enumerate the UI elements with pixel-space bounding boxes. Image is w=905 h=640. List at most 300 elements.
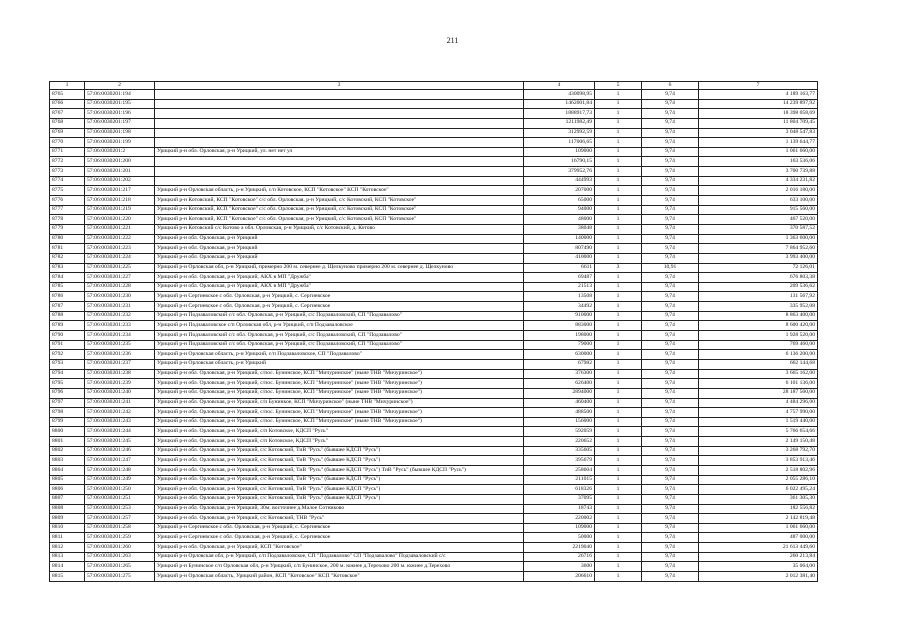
address-cell: Урицкий р-н обл. Орловская, р-н Урицкий, с/пос. Бунинское, КСП "Мичуринское" (ныне ТНВ "Мичуринское") bbox=[155, 379, 524, 389]
cadastral-number-cell: 57:06:0030201:234 bbox=[85, 331, 155, 341]
row-number-cell: 8803 bbox=[50, 456, 85, 466]
row-number-cell: 8778 bbox=[50, 215, 85, 225]
rate-cell: 10,91 bbox=[642, 263, 699, 273]
group-code-cell: 1 bbox=[595, 533, 642, 543]
cadastral-number-cell: 57:06:0030201:250 bbox=[85, 485, 155, 495]
area-cell: 13508 bbox=[524, 292, 595, 302]
address-cell bbox=[155, 157, 524, 167]
cadastral-number-cell: 57:06:0030201:265 bbox=[85, 562, 155, 572]
row-number-cell: 8815 bbox=[50, 572, 85, 582]
table-row bbox=[50, 446, 818, 456]
row-number-cell: 8792 bbox=[50, 350, 85, 360]
group-code-cell: 1 bbox=[595, 359, 642, 369]
cadastral-number-cell: 57:06:0030201:245 bbox=[85, 437, 155, 447]
table-row bbox=[50, 379, 818, 389]
group-code-cell: 1 bbox=[595, 282, 642, 292]
area-cell: 50000 bbox=[524, 533, 595, 543]
row-number-cell: 8783 bbox=[50, 263, 85, 273]
cadastral-number-cell: 57:06:0030201:244 bbox=[85, 427, 155, 437]
area-cell: 312992,59 bbox=[524, 128, 595, 138]
table-row bbox=[50, 504, 818, 514]
cadastral-value-cell: 370 587,52 bbox=[699, 224, 818, 234]
cadastral-value-cell: 72 126,01 bbox=[699, 263, 818, 273]
rate-cell: 9,74 bbox=[642, 369, 699, 379]
cadastral-number-cell: 57:06:0030201:253 bbox=[85, 504, 155, 514]
rate-cell: 9,74 bbox=[642, 244, 699, 254]
address-cell: Урицкий р-н обл. Орловская, р-н Урицкий, с/с Котовский, ТиВ "Русь" (бывшее КДСП "Русь") bbox=[155, 475, 524, 485]
row-number-cell: 8795 bbox=[50, 379, 85, 389]
row-number-cell: 8777 bbox=[50, 205, 85, 215]
area-cell: 395679 bbox=[524, 456, 595, 466]
table-row bbox=[50, 311, 818, 321]
address-cell: Урицкий р-н обл. Орловская, р-н Урицкий, АКХ в МП "Дружба" bbox=[155, 273, 524, 283]
group-code-cell: 1 bbox=[595, 369, 642, 379]
area-cell: 117006,65 bbox=[524, 138, 595, 148]
rate-cell: 9,74 bbox=[642, 494, 699, 504]
cadastral-value-cell: 1 061 660,00 bbox=[699, 523, 818, 533]
area-cell: 48000 bbox=[524, 215, 595, 225]
address-cell: Урицкий р-н обл. Орловская, р-н Урицкий bbox=[155, 253, 524, 263]
group-code-cell: 1 bbox=[595, 417, 642, 427]
area-cell: 335605 bbox=[524, 446, 595, 456]
cadastral-number-cell: 57:06:0030201:227 bbox=[85, 273, 155, 283]
cadastral-value-cell: 4 334 231,82 bbox=[699, 176, 818, 186]
cadastral-number-cell: 57:06:0030201:260 bbox=[85, 543, 155, 553]
cadastral-number-cell: 57:06:0030201:235 bbox=[85, 340, 155, 350]
table-row bbox=[50, 369, 818, 379]
table-row bbox=[50, 552, 818, 562]
rate-cell: 9,74 bbox=[642, 90, 699, 100]
table-row bbox=[50, 514, 818, 524]
table-row bbox=[50, 167, 818, 177]
row-number-cell: 8779 bbox=[50, 224, 85, 234]
row-number-cell: 8793 bbox=[50, 359, 85, 369]
address-cell: Урицкий р-н обл. Орловская, р-н Урицкий, с/пос. Бунинское, КСП "Мичуринское" (ныне ТНВ "Мичуринское") bbox=[155, 417, 524, 427]
cadastral-value-cell: 5 766 654,66 bbox=[699, 427, 818, 437]
rate-cell: 9,74 bbox=[642, 340, 699, 350]
address-cell: Урицкий р-н обл. Орловская, р-н Урицкий bbox=[155, 234, 524, 244]
table-row bbox=[50, 465, 818, 475]
area-cell: 592059 bbox=[524, 427, 595, 437]
cadastral-value-cell: 14 239 897,92 bbox=[699, 99, 818, 109]
area-cell: 258604 bbox=[524, 465, 595, 475]
cadastral-number-cell: 57:06:0030201:222 bbox=[85, 234, 155, 244]
cadastral-number-cell: 57:06:0030201:246 bbox=[85, 446, 155, 456]
cadastral-value-cell: 6 101 136,00 bbox=[699, 379, 818, 389]
cadastral-number-cell: 57:06:0030201:233 bbox=[85, 321, 155, 331]
table-row bbox=[50, 398, 818, 408]
page-number: 211 bbox=[446, 36, 459, 45]
area-cell: 65000 bbox=[524, 196, 595, 206]
address-cell: Урицкий р-н Сергиевское с обл. Орловская, р-н Урицкий, с. Сергиевское bbox=[155, 523, 524, 533]
address-cell: Урицкий р-н Сергиевское с обл. Орловская, р-н Урицкий, с. Сергиевское bbox=[155, 302, 524, 312]
row-number-cell: 8769 bbox=[50, 128, 85, 138]
cadastral-value-cell: 163 536,06 bbox=[699, 157, 818, 167]
cadastral-value-cell: 1 061 660,00 bbox=[699, 147, 818, 157]
row-number-cell: 8774 bbox=[50, 176, 85, 186]
rate-cell: 9,74 bbox=[642, 109, 699, 119]
cadastral-number-cell: 57:06:0030201:219 bbox=[85, 205, 155, 215]
cadastral-value-cell: 2 016 180,00 bbox=[699, 186, 818, 196]
group-code-cell: 1 bbox=[595, 118, 642, 128]
address-cell: Урицкий р-н обл. Орловская, р-н Урицкий, с/с Котовский, ТНВ "Русь" bbox=[155, 514, 524, 524]
rate-cell: 9,74 bbox=[642, 465, 699, 475]
address-cell: Урицкий р-н обл. Орловская, р-н Урицкий, с/с Котовский, ТиВ "Русь" (бывшее КДСП "Русь") bbox=[155, 485, 524, 495]
group-code-cell: 1 bbox=[595, 196, 642, 206]
area-cell: 379952,76 bbox=[524, 167, 595, 177]
cadastral-number-cell: 57:06:0030201:2 bbox=[85, 147, 155, 157]
cadastral-number-cell: 57:06:0030201:197 bbox=[85, 118, 155, 128]
table-row bbox=[50, 196, 818, 206]
area-cell: 460400 bbox=[524, 398, 595, 408]
address-cell: Урицкий р-н обл. Орловская, р-н Урицкий, с/п Бунинкое, КСП "Мичуринское" (ныне ТНВ "Мичуринское") bbox=[155, 398, 524, 408]
cadastral-number-cell: 57:06:0030201:240 bbox=[85, 388, 155, 398]
address-cell: Урицкий р-н обл. Орловская, р-н Урицкий bbox=[155, 244, 524, 254]
rate-cell: 9,74 bbox=[642, 273, 699, 283]
group-code-cell: 1 bbox=[595, 157, 642, 167]
column-header: 5 bbox=[595, 82, 642, 90]
address-cell: Урицкий р-н Подзаваловский с/с обл. Орловская, р-н Урицкий, с/с Подзаваловский, СП "Подзавалово" bbox=[155, 331, 524, 341]
cadastral-number-cell: 57:06:0030201:199 bbox=[85, 138, 155, 148]
row-number-cell: 8806 bbox=[50, 485, 85, 495]
address-cell: Урицкий р-н Подзаваловское с/п Орловская обл, р-н Урицкий, с/п Подзаваловское bbox=[155, 321, 524, 331]
address-cell: Урицкий р-н Котовский с/с Котово а обл. Орловская, р-н Урицкий, с/с Котовский, д. Котово bbox=[155, 224, 524, 234]
area-cell: 376300 bbox=[524, 369, 595, 379]
row-number-cell: 8807 bbox=[50, 494, 85, 504]
address-cell: Урицкий р-н обл. Орловская, р-н Урицкий, с/п Котовское, КДСП "Русь" bbox=[155, 437, 524, 447]
column-header: 7 bbox=[699, 82, 818, 90]
group-code-cell: 1 bbox=[595, 215, 642, 225]
cadastral-value-cell: 2 012 381,40 bbox=[699, 572, 818, 582]
area-cell: 140000 bbox=[524, 234, 595, 244]
row-number-cell: 8797 bbox=[50, 398, 85, 408]
rate-cell: 9,74 bbox=[642, 514, 699, 524]
address-cell: Урицкий р-н обл. Орловская, р-н Урицкий, с/с Котовский, ТиВ "Русь" (бывшее КДСП "Русь") bbox=[155, 456, 524, 466]
table-row bbox=[50, 109, 818, 119]
area-cell: 444993 bbox=[524, 176, 595, 186]
cadastral-value-cell: 18 398 058,69 bbox=[699, 109, 818, 119]
cadastral-number-cell: 57:06:0030201:232 bbox=[85, 311, 155, 321]
group-code-cell: 1 bbox=[595, 128, 642, 138]
address-cell bbox=[155, 167, 524, 177]
column-number-row bbox=[50, 82, 818, 90]
row-number-cell: 8784 bbox=[50, 273, 85, 283]
group-code-cell: 1 bbox=[595, 408, 642, 418]
area-cell: 430098,95 bbox=[524, 90, 595, 100]
cadastral-value-cell: 260 213,84 bbox=[699, 552, 818, 562]
row-number-cell: 8812 bbox=[50, 543, 85, 553]
rate-cell: 9,74 bbox=[642, 543, 699, 553]
row-number-cell: 8800 bbox=[50, 427, 85, 437]
cadastral-number-cell: 57:06:0030201:248 bbox=[85, 465, 155, 475]
cadastral-value-cell: 1 363 600,00 bbox=[699, 234, 818, 244]
table-row bbox=[50, 234, 818, 244]
table-row bbox=[50, 543, 818, 553]
address-cell: Урицкий р-н обл. Орловская, р-н Урицкий, с/пос. Бунинское, КСП "Мичуринское" (ныне ТНВ "Мичуринское") bbox=[155, 369, 524, 379]
cadastral-value-cell: 1 519 440,00 bbox=[699, 417, 818, 427]
row-number-cell: 8813 bbox=[50, 552, 85, 562]
row-number-cell: 8799 bbox=[50, 417, 85, 427]
rate-cell: 9,74 bbox=[642, 456, 699, 466]
cadastral-value-cell: 182 556,82 bbox=[699, 504, 818, 514]
column-header: 3 bbox=[155, 82, 524, 90]
table-row bbox=[50, 224, 818, 234]
area-cell: 410000 bbox=[524, 253, 595, 263]
cadastral-value-cell: 28 187 560,00 bbox=[699, 388, 818, 398]
cadastral-number-cell: 57:06:0030201:228 bbox=[85, 282, 155, 292]
rate-cell: 9,74 bbox=[642, 331, 699, 341]
cadastral-number-cell: 57:06:0030201:249 bbox=[85, 475, 155, 485]
table-row bbox=[50, 244, 818, 254]
group-code-cell: 1 bbox=[595, 167, 642, 177]
group-code-cell: 1 bbox=[595, 340, 642, 350]
cadastral-number-cell: 57:06:0030201:201 bbox=[85, 167, 155, 177]
cadastral-value-cell: 131 567,92 bbox=[699, 292, 818, 302]
cadastral-value-cell: 8 863 400,00 bbox=[699, 311, 818, 321]
table-row bbox=[50, 302, 818, 312]
group-code-cell: 1 bbox=[595, 572, 642, 582]
area-cell: 618326 bbox=[524, 485, 595, 495]
address-cell: Урицкий р-н обл. Орловская, р-н Урицкий, с/с Котовский, ТиВ "Русь" (бывшее КДСП "Русь") ТиВ "Русь" (бывшее КДСП "Русь") bbox=[155, 465, 524, 475]
area-cell: 18743 bbox=[524, 504, 595, 514]
row-number-cell: 8787 bbox=[50, 302, 85, 312]
address-cell: Урицкий р-н Орловская обл, р-н Урицкий, с/п Подзаваловское, СП "Подзавалово" СП "Подзавалово" Подзаваловский с/с bbox=[155, 552, 524, 562]
cadastral-number-cell: 57:06:0030201:194 bbox=[85, 90, 155, 100]
area-cell: 883000 bbox=[524, 321, 595, 331]
area-cell: 109000 bbox=[524, 147, 595, 157]
rate-cell: 9,74 bbox=[642, 485, 699, 495]
group-code-cell: 1 bbox=[595, 504, 642, 514]
cadastral-value-cell: 8 600 420,00 bbox=[699, 321, 818, 331]
cadastral-value-cell: 3 268 792,70 bbox=[699, 446, 818, 456]
cadastral-value-cell: 769 460,00 bbox=[699, 340, 818, 350]
area-cell: 910000 bbox=[524, 311, 595, 321]
row-number-cell: 8775 bbox=[50, 186, 85, 196]
rate-cell: 9,74 bbox=[642, 302, 699, 312]
group-code-cell: 1 bbox=[595, 205, 642, 215]
row-number-cell: 8804 bbox=[50, 465, 85, 475]
address-cell: Урицкий р-н Котовский, КСП "Котовское" с/с обл. Орловская, р-н Урицкий, с/с Котовский, КСП "Котовское" bbox=[155, 205, 524, 215]
row-number-cell: 8773 bbox=[50, 167, 85, 177]
rate-cell: 9,74 bbox=[642, 446, 699, 456]
table-row bbox=[50, 427, 818, 437]
rate-cell: 9,74 bbox=[642, 224, 699, 234]
area-cell: 109000 bbox=[524, 523, 595, 533]
cadastral-value-cell: 3 993 400,00 bbox=[699, 253, 818, 263]
row-number-cell: 8790 bbox=[50, 331, 85, 341]
table-row bbox=[50, 437, 818, 447]
cadastral-number-cell: 57:06:0030201:225 bbox=[85, 263, 155, 273]
group-code-cell: 1 bbox=[595, 523, 642, 533]
table-row bbox=[50, 128, 818, 138]
row-number-cell: 8776 bbox=[50, 196, 85, 206]
group-code-cell: 1 bbox=[595, 456, 642, 466]
cadastral-number-cell: 57:06:0030201:239 bbox=[85, 379, 155, 389]
group-code-cell: 1 bbox=[595, 109, 642, 119]
group-code-cell: 1 bbox=[595, 311, 642, 321]
group-code-cell: 1 bbox=[595, 543, 642, 553]
cadastral-number-cell: 57:06:0030201:218 bbox=[85, 196, 155, 206]
table-row bbox=[50, 147, 818, 157]
cadastral-value-cell: 6 136 200,00 bbox=[699, 350, 818, 360]
rate-cell: 9,74 bbox=[642, 552, 699, 562]
cadastral-number-cell: 57:06:0030201:241 bbox=[85, 398, 155, 408]
row-number-cell: 8789 bbox=[50, 321, 85, 331]
table-row bbox=[50, 417, 818, 427]
table-row bbox=[50, 157, 818, 167]
rate-cell: 9,74 bbox=[642, 167, 699, 177]
cadastral-value-cell: 3 665 162,00 bbox=[699, 369, 818, 379]
row-number-cell: 8768 bbox=[50, 118, 85, 128]
area-cell: 2894000 bbox=[524, 388, 595, 398]
table-row bbox=[50, 494, 818, 504]
area-cell: 630000 bbox=[524, 350, 595, 360]
table-row bbox=[50, 572, 818, 582]
rate-cell: 9,74 bbox=[642, 427, 699, 437]
address-cell: Урицкий р-н обл. Орловская, р-н Урицкий, с/пос. Бунинское, КСП "Мичуринское" (ныне ТНВ "Мичуринское") bbox=[155, 408, 524, 418]
cadastral-value-cell: 4 189 163,77 bbox=[699, 90, 818, 100]
rate-cell: 9,74 bbox=[642, 475, 699, 485]
cadastral-value-cell: 2 518 802,96 bbox=[699, 465, 818, 475]
cadastral-number-cell: 57:06:0030201:231 bbox=[85, 302, 155, 312]
row-number-cell: 8785 bbox=[50, 282, 85, 292]
rate-cell: 9,74 bbox=[642, 205, 699, 215]
cadastral-number-cell: 57:06:0030201:257 bbox=[85, 514, 155, 524]
table-row bbox=[50, 562, 818, 572]
group-code-cell: 1 bbox=[595, 388, 642, 398]
cadastral-number-cell: 57:06:0030201:259 bbox=[85, 533, 155, 543]
group-code-cell: 1 bbox=[595, 176, 642, 186]
cadastral-number-cell: 57:06:0030201:238 bbox=[85, 369, 155, 379]
rate-cell: 9,74 bbox=[642, 292, 699, 302]
cadastral-value-cell: 487 000,00 bbox=[699, 533, 818, 543]
area-cell: 6611 bbox=[524, 263, 595, 273]
area-cell: 220652 bbox=[524, 437, 595, 447]
area-cell: 198000 bbox=[524, 331, 595, 341]
group-code-cell: 1 bbox=[595, 494, 642, 504]
cadastral-value-cell: 11 804 709,45 bbox=[699, 118, 818, 128]
row-number-cell: 8767 bbox=[50, 109, 85, 119]
table-row bbox=[50, 456, 818, 466]
cadastral-number-cell: 57:06:0030201:217 bbox=[85, 186, 155, 196]
cadastral-number-cell: 57:06:0030201:251 bbox=[85, 494, 155, 504]
address-cell bbox=[155, 109, 524, 119]
address-cell: Урицкий р-н Сергиевское с обл. Орловская, р-н Урицкий, с. Сергиевское bbox=[155, 292, 524, 302]
cadastral-number-cell: 57:06:0030201:223 bbox=[85, 244, 155, 254]
table-row bbox=[50, 176, 818, 186]
address-cell: Урицкий р-н Бунинское с/п Орловская обл, р-н Урицкий, с/п Бунинское, 200 м. южнее д.Терехово 200 м. южнее д.Терехово bbox=[155, 562, 524, 572]
table-row bbox=[50, 186, 818, 196]
area-cell: 38048 bbox=[524, 224, 595, 234]
address-cell bbox=[155, 90, 524, 100]
rate-cell: 9,74 bbox=[642, 99, 699, 109]
address-cell bbox=[155, 138, 524, 148]
row-number-cell: 8808 bbox=[50, 504, 85, 514]
area-cell: 207000 bbox=[524, 186, 595, 196]
row-number-cell: 8805 bbox=[50, 475, 85, 485]
cadastral-value-cell: 915 560,00 bbox=[699, 205, 818, 215]
area-cell: 67982 bbox=[524, 359, 595, 369]
cadastral-number-cell: 57:06:0030201:237 bbox=[85, 359, 155, 369]
row-number-cell: 8765 bbox=[50, 90, 85, 100]
group-code-cell: 1 bbox=[595, 253, 642, 263]
area-cell: 2219040 bbox=[524, 543, 595, 553]
rate-cell: 9,74 bbox=[642, 562, 699, 572]
group-code-cell: 1 bbox=[595, 465, 642, 475]
rate-cell: 9,74 bbox=[642, 321, 699, 331]
cadastral-number-cell: 57:06:0030201:221 bbox=[85, 224, 155, 234]
rate-cell: 9,74 bbox=[642, 379, 699, 389]
cadastral-value-cell: 4 757 990,00 bbox=[699, 408, 818, 418]
row-number-cell: 8788 bbox=[50, 311, 85, 321]
row-number-cell: 8810 bbox=[50, 523, 85, 533]
table-row bbox=[50, 533, 818, 543]
column-header: 6 bbox=[642, 82, 699, 90]
address-cell: Урицкий р-н Орловская область, р-н Урицкий, с/п Подзаваловское, СП "Подзавалово" bbox=[155, 350, 524, 360]
area-cell: 807490 bbox=[524, 244, 595, 254]
cadastral-value-cell: 2 142 819,48 bbox=[699, 514, 818, 524]
table-row bbox=[50, 138, 818, 148]
cadastral-number-cell: 57:06:0030201:230 bbox=[85, 292, 155, 302]
table-row bbox=[50, 359, 818, 369]
area-cell: 211015 bbox=[524, 475, 595, 485]
cadastral-number-cell: 57:06:0030201:200 bbox=[85, 157, 155, 167]
area-cell: 1462001,84 bbox=[524, 99, 595, 109]
area-cell: 1211982,49 bbox=[524, 118, 595, 128]
rate-cell: 9,74 bbox=[642, 398, 699, 408]
area-cell: 220002 bbox=[524, 514, 595, 524]
address-cell: Урицкий р-н обл. Орловская, р-н Урицкий, ул. нет нет ул bbox=[155, 147, 524, 157]
cadastral-number-cell: 57:06:0030201:195 bbox=[85, 99, 155, 109]
row-number-cell: 8772 bbox=[50, 157, 85, 167]
group-code-cell: 1 bbox=[595, 514, 642, 524]
cadastral-value-cell: 7 864 952,60 bbox=[699, 244, 818, 254]
group-code-cell: 1 bbox=[595, 427, 642, 437]
rate-cell: 9,74 bbox=[642, 138, 699, 148]
table-row bbox=[50, 118, 818, 128]
rate-cell: 9,74 bbox=[642, 234, 699, 244]
cadastral-number-cell: 57:06:0030201:258 bbox=[85, 523, 155, 533]
area-cell: 79000 bbox=[524, 340, 595, 350]
table-row bbox=[50, 282, 818, 292]
rate-cell: 9,74 bbox=[642, 118, 699, 128]
rate-cell: 9,74 bbox=[642, 437, 699, 447]
row-number-cell: 8786 bbox=[50, 292, 85, 302]
row-number-cell: 8766 bbox=[50, 99, 85, 109]
address-cell: Урицкий р-н обл. Орловская, р-н Урицкий, с/с Котовский, ТиВ "Русь" (бывшее КДСП "Русь") bbox=[155, 494, 524, 504]
row-number-cell: 8771 bbox=[50, 147, 85, 157]
group-code-cell: 1 bbox=[595, 244, 642, 254]
rate-cell: 9,74 bbox=[642, 504, 699, 514]
group-code-cell: 1 bbox=[595, 292, 642, 302]
rate-cell: 9,74 bbox=[642, 408, 699, 418]
address-cell bbox=[155, 128, 524, 138]
table-row bbox=[50, 408, 818, 418]
rate-cell: 9,74 bbox=[642, 572, 699, 582]
group-code-cell: 1 bbox=[595, 350, 642, 360]
table-row bbox=[50, 99, 818, 109]
group-code-cell: 1 bbox=[595, 437, 642, 447]
rate-cell: 9,74 bbox=[642, 359, 699, 369]
group-code-cell: 1 bbox=[595, 99, 642, 109]
table-row bbox=[50, 273, 818, 283]
rate-cell: 9,74 bbox=[642, 417, 699, 427]
group-code-cell: 1 bbox=[595, 321, 642, 331]
area-cell: 37095 bbox=[524, 494, 595, 504]
area-cell: 16790,15 bbox=[524, 157, 595, 167]
row-number-cell: 8801 bbox=[50, 437, 85, 447]
rate-cell: 9,74 bbox=[642, 147, 699, 157]
